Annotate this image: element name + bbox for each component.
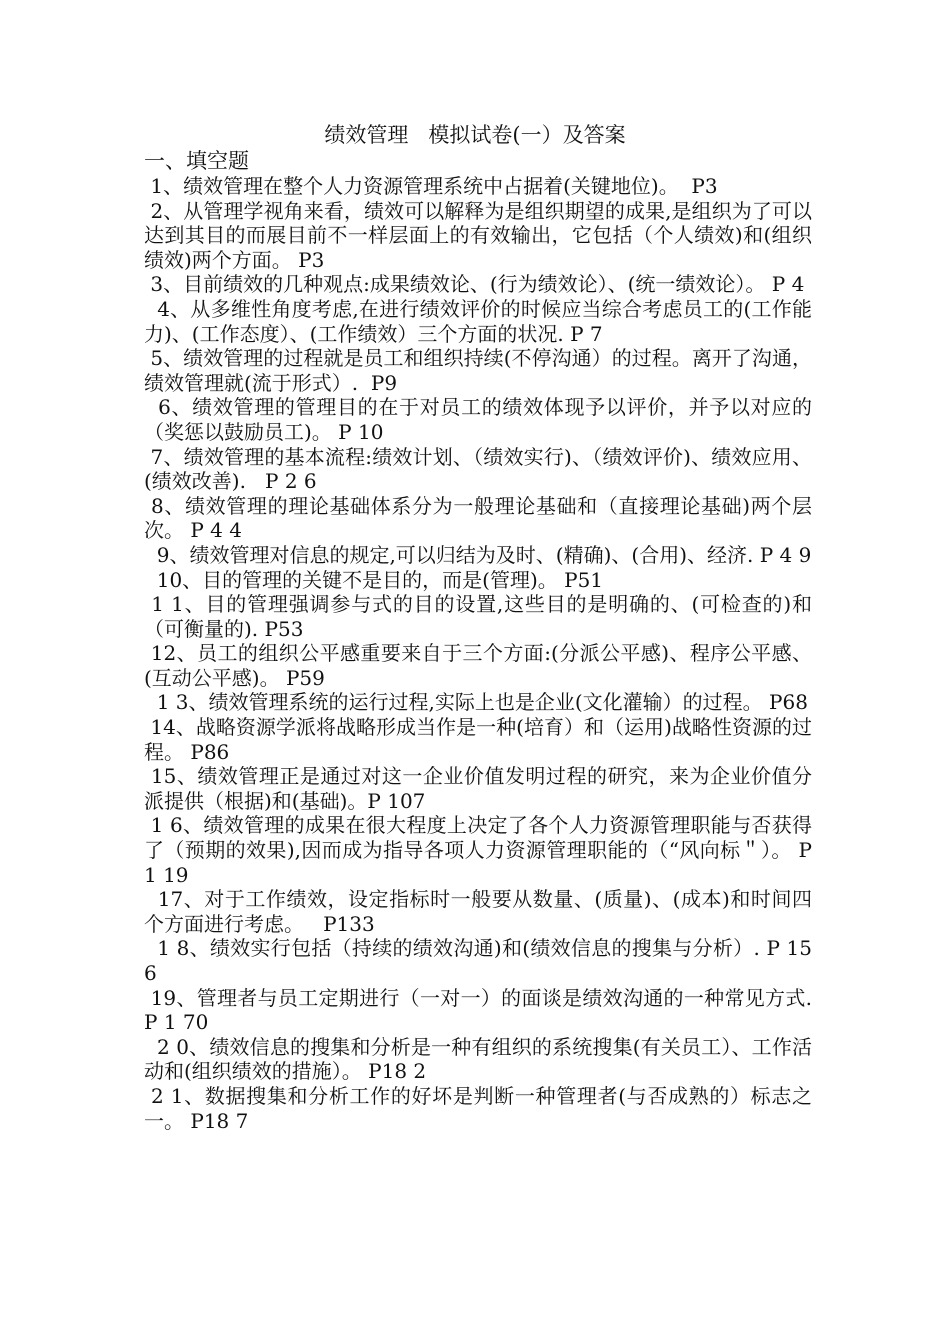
question-item-8: 8、绩效管理的理论基础体系分为一般理论基础和（直接理论基础)两个层次。 P 4 4 [144, 493, 812, 543]
question-item-13: 1 3、绩效管理系统的运行过程,实际上也是企业(文化灌输）的过程。 P68 [144, 690, 808, 715]
question-item-15: 15、绩效管理正是通过对这一企业价值发明过程的研究，来为企业价值分派提供（根据)和(基础)。P 107 [144, 764, 813, 813]
question-item-18: 1 8、绩效实行包括（持续的绩效沟通)和(绩效信息的搜集与分析）. P 156 [144, 936, 812, 985]
question-list [144, 174, 819, 1133]
page-title: 绩效管理 模拟试卷(一）及答案 [324, 123, 626, 147]
question-item-17: 17、对于工作绩效，设定指标时一般要从数量、(质量)、(成本)和时间四个方面进行考虑。 P133 [144, 887, 812, 936]
question-item-10: 10、目的管理的关键不是目的，而是(管理)。 P51 [144, 567, 604, 592]
question-item-9: 9、绩效管理对信息的规定,可以归结为及时、(精确)、(合用)、经济. P 4 9 [144, 542, 812, 567]
question-item-3: 3、目前绩效的几种观点:成果绩效论、(行为绩效论）、(统一绩效论）。 P 4 [144, 272, 805, 297]
question-item-12: 12、员工的组织公平感重要来自于三个方面:(分派公平感)、程序公平感、(互动公平感)。 P59 [144, 641, 812, 690]
question-item-7: 7、绩效管理的基本流程:绩效计划、（绩效实行)、（绩效评价)、绩效应用、(绩效改善). P 2 6 [144, 444, 812, 494]
question-item-5: 5、绩效管理的过程就是员工和组织持续(不停沟通）的过程。离开了沟通，绩效管理就(流于形式）. P9 [144, 346, 812, 395]
question-item-20: 2 0、绩效信息的搜集和分析是一种有组织的系统搜集(有关员工）、工作活动和(组织绩效的措施）。 P18 2 [144, 1034, 813, 1084]
question-item-11: 1 1、目的管理强调参与式的目的设置,这些目的是明确的、(可检查的)和（可衡量的). P53 [144, 592, 812, 641]
question-item-4: 4、从多维性角度考虑,在进行绩效评价的时候应当综合考虑员工的(工作能力)、(工作态度）、(工作绩效）三个方面的状况. P 7 [144, 296, 812, 346]
question-item-19: 19、管理者与员工定期进行（一对一）的面谈是绩效沟通的一种常见方式. P 1 70 [144, 985, 819, 1035]
section-heading: 一、填空题 [144, 149, 249, 173]
question-item-16: 1 6、绩效管理的成果在很大程度上决定了各个人力资源管理职能与否获得了（预期的效果),因而成为指导各项人力资源管理职能的（“风向标＂）。 P 1 19 [144, 813, 819, 887]
question-item-2: 2、从管理学视角来看，绩效可以解释为是组织期望的成果,是组织为了可以达到其目的而展目前不一样层面上的有效输出，它包括（个人绩效)和(组织绩效)两个方面。 P3 [144, 198, 812, 272]
question-item-6: 6、绩效管理的管理目的在于对员工的绩效体现予以评价，并予以对应的（奖惩以鼓励员工)。 P 10 [144, 395, 812, 444]
question-item-21: 2 1、数据搜集和分析工作的好坏是判断一种管理者(与否成熟的）标志之一。 P18 7 [144, 1083, 813, 1133]
question-item-14: 14、战略资源学派将战略形成当作是一种(培育）和（运用)战略性资源的过程。 P86 [144, 715, 812, 764]
question-item-1: 1、绩效管理在整个人力资源管理系统中占据着(关键地位)。 P3 [144, 174, 718, 198]
